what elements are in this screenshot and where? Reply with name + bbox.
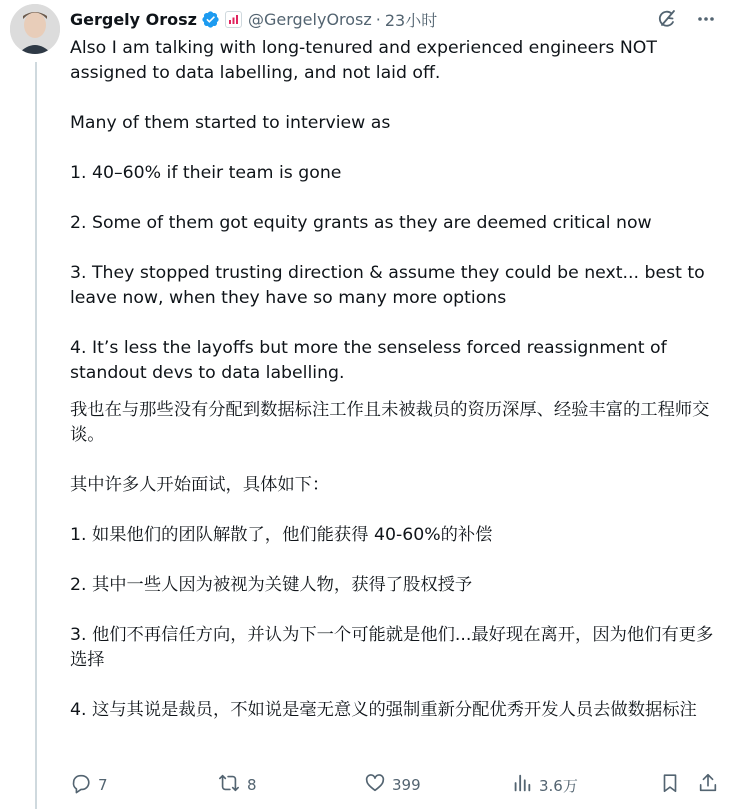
post-paragraph: 4. It’s less the layoffs but more the senseless forced reassignment of standout devs to data labelling. <box>70 338 667 383</box>
avatar[interactable] <box>10 4 60 54</box>
like-count: 399 <box>392 776 421 794</box>
repost-icon <box>217 772 241 798</box>
post-text <box>70 36 720 386</box>
more-icon[interactable] <box>696 9 716 29</box>
verified-badge-icon <box>201 10 220 29</box>
reply-count: 7 <box>98 776 108 794</box>
translation-text <box>70 398 720 723</box>
grok-icon[interactable] <box>656 8 678 30</box>
author-name[interactable]: Gergely Orosz <box>70 9 197 29</box>
heart-icon <box>364 772 386 798</box>
reply-button[interactable] <box>70 772 108 798</box>
post-time[interactable]: 23小时 <box>384 10 438 30</box>
post-paragraph: 2. Some of them got equity grants as they are deemed critical now <box>70 213 652 233</box>
separator-dot: · <box>375 9 381 29</box>
translation-paragraph: 1. 如果他们的团队解散了，他们能获得 40-60%的补偿 <box>70 525 493 545</box>
thread-line <box>35 62 37 809</box>
share-icon <box>697 772 719 798</box>
translation-paragraph: 2. 其中一些人因为被视为关键人物，获得了股权授予 <box>70 575 473 595</box>
author-handle[interactable]: @GergelyOrosz <box>247 9 372 29</box>
post-paragraph: Many of them started to interview as <box>70 113 391 133</box>
post-header <box>70 6 716 32</box>
translation-paragraph: 4. 这与其说是裁员，不如说是毫无意义的强制重新分配优秀开发人员去做数据标注 <box>70 700 697 720</box>
repost-count: 8 <box>247 776 257 794</box>
post-paragraph: Also I am talking with long-tenured and experienced engineers NOT assigned to data labelling, and not laid off. <box>70 38 657 83</box>
bar-chart-org-icon[interactable] <box>225 11 242 28</box>
post-paragraph: 3. They stopped trusting direction & assume they could be next... best to leave now, when they have so many more options <box>70 263 705 308</box>
translation-paragraph: 我也在与那些没有分配到数据标注工作且未被裁员的资历深厚、经验丰富的工程师交谈。 <box>70 400 710 445</box>
views-icon <box>511 772 533 798</box>
views-count: 3.6万 <box>539 776 578 795</box>
action-bar <box>70 772 720 798</box>
translation-paragraph: 3. 他们不再信任方向，并认为下一个可能就是他们...最好现在离开，因为他们有更多选择 <box>70 625 714 670</box>
bookmark-button[interactable] <box>659 772 681 798</box>
views-button[interactable] <box>511 772 578 798</box>
post-paragraph: 1. 40–60% if their team is gone <box>70 163 342 183</box>
share-button[interactable] <box>697 772 719 798</box>
bookmark-icon <box>659 772 681 798</box>
reply-icon <box>70 772 92 798</box>
like-button[interactable] <box>364 772 421 798</box>
translation-paragraph: 其中许多人开始面试，具体如下： <box>70 475 330 495</box>
repost-button[interactable] <box>217 772 257 798</box>
